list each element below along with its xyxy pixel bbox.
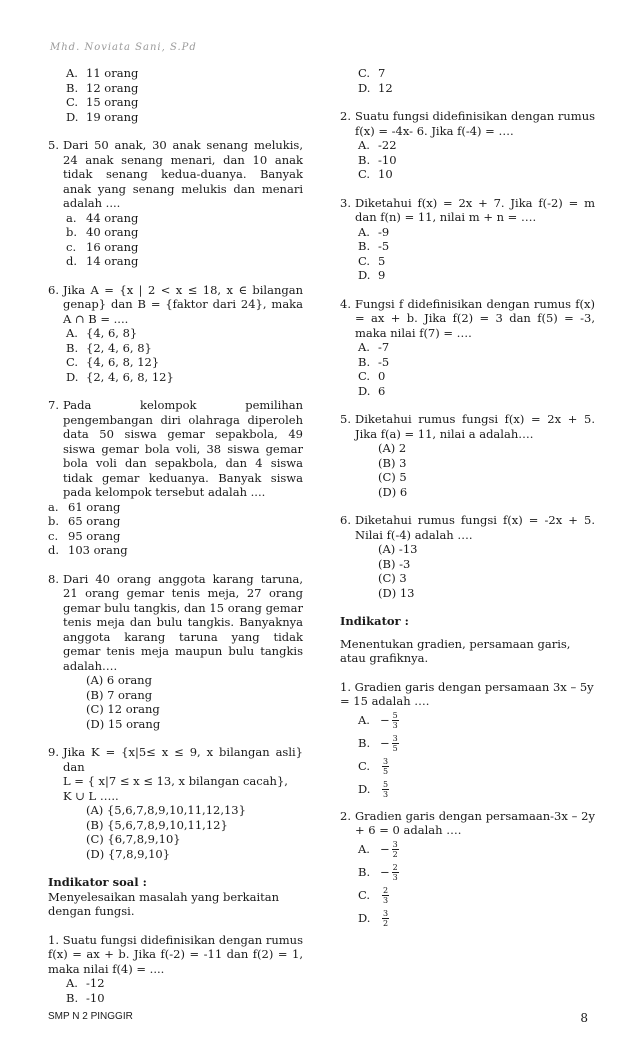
- option-text: 10: [378, 167, 393, 181]
- answer-option: (C) {6,7,8,9,10}: [86, 832, 181, 846]
- question-stem: [340, 109, 595, 138]
- option-letter: C.: [358, 167, 371, 181]
- question-text: Diketahui f(x) = 2x + 7. Jika f(-2) = m dan f(n) = 11, nilai m + n = ….: [355, 195, 595, 224]
- option-text: 40 orang: [86, 225, 139, 239]
- question-text: L = { x|7 ≤ x ≤ 13, x bilangan cacah},: [63, 774, 288, 788]
- question-stem: [340, 809, 595, 838]
- option-text: 95 orang: [68, 528, 121, 543]
- option-text: -10: [378, 152, 397, 167]
- option-text: 0: [378, 369, 386, 383]
- numerator: 2: [392, 862, 398, 872]
- question-7: [48, 398, 303, 558]
- option-letter: B.: [358, 864, 371, 879]
- fraction: [382, 780, 389, 799]
- question-number: 2.: [340, 109, 351, 123]
- answer-option: [340, 138, 595, 153]
- answer-option: [340, 709, 595, 732]
- answer-option: [340, 355, 595, 370]
- numerator: 3: [392, 733, 398, 743]
- question-8: [48, 572, 303, 732]
- answer-option: (D) 13: [378, 585, 415, 600]
- answer-option: [340, 838, 595, 861]
- option-text: {2, 4, 6, 8, 12}: [86, 369, 174, 384]
- option-letter: A.: [358, 138, 370, 152]
- question-text: Diketahui rumus fungsi f(x) = -2x + 5. Nilai f(-4) adalah ….: [355, 513, 595, 542]
- answer-option: [340, 340, 595, 355]
- question-stem: [340, 412, 595, 441]
- page-number: 8: [580, 1011, 588, 1025]
- option-letter: D.: [358, 80, 371, 95]
- answer-option: [48, 991, 303, 1006]
- answer-option: [48, 543, 303, 558]
- minus-sign: −: [380, 735, 390, 750]
- question-stem: [340, 196, 595, 225]
- function-question-5: [340, 412, 595, 499]
- option-text: 103 orang: [68, 543, 128, 557]
- option-letter: A.: [66, 66, 78, 80]
- answer-option: (B) {5,6,7,8,9,10,11,12}: [86, 817, 228, 832]
- option-letter: b.: [66, 225, 78, 239]
- page-footer: [48, 1011, 588, 1025]
- question-line: [48, 774, 303, 789]
- question-number: 4.: [340, 296, 351, 311]
- question-text: K ∪ L …..: [63, 788, 119, 803]
- question-9: [48, 745, 303, 861]
- numerator: 3: [392, 839, 398, 849]
- option-letter: B.: [66, 340, 79, 355]
- question-number: 9.: [48, 745, 59, 759]
- function-question-1: [48, 933, 303, 1006]
- question-number: 2.: [340, 808, 351, 823]
- option-letter: D.: [66, 109, 79, 124]
- answer-option: [340, 268, 595, 283]
- fraction: [382, 886, 389, 905]
- option-letter: C.: [358, 369, 371, 383]
- option-text: -10: [86, 990, 105, 1005]
- indicator-text-right: Menentukan gradien, persamaan garis, atau grafiknya.: [340, 636, 571, 665]
- minus-sign: −: [380, 841, 390, 856]
- function-question-6: [340, 513, 595, 600]
- option-text: 7: [378, 66, 386, 80]
- option-text: 14 orang: [86, 254, 139, 268]
- question-text: Pada kelompok pemilihan pengembangan diri olahraga diperoleh data 50 siswa gemar sepakbola, 49 siswa gemar bola voli, 38 siswa gemar bola voli dan sepakbola, dan 4 siswa tidak gemar keduanya. Banyak siswa pada kelompok tersebut adalah ....: [63, 398, 303, 499]
- fraction: [392, 840, 399, 859]
- question-stem: [340, 297, 595, 341]
- option-letter: D.: [66, 369, 79, 384]
- option-letter: C.: [358, 66, 371, 80]
- indicator-title-right: Indikator :: [340, 614, 409, 628]
- numerator: 5: [392, 710, 398, 720]
- option-letter: A.: [358, 712, 370, 727]
- answer-option: [340, 225, 595, 240]
- option-letter: D.: [358, 781, 371, 796]
- denominator: 3: [392, 720, 398, 730]
- option-letter: d.: [66, 254, 78, 268]
- option-letter: C.: [358, 758, 371, 773]
- option-letter: A.: [358, 841, 370, 856]
- answer-option: [340, 384, 595, 399]
- answer-option: [48, 95, 303, 110]
- option-text: -12: [86, 976, 105, 990]
- answer-option: [48, 81, 303, 96]
- answer-option: [48, 110, 303, 125]
- answer-option: [340, 369, 595, 384]
- answer-option: [48, 341, 303, 356]
- function-question-4: [340, 297, 595, 399]
- answer-option: [48, 370, 303, 385]
- function-question-3: [340, 196, 595, 283]
- option-letter: B.: [358, 239, 371, 253]
- question-text: Dari 50 anak, 30 anak senang melukis, 24 anak senang menari, dan 10 anak tidak senang kedua-duanya. Banyak anak yang senang melukis dan menari adalah ....: [63, 138, 303, 210]
- question-stem: [48, 283, 303, 327]
- answer-option: (C) 12 orang: [86, 702, 160, 716]
- denominator: 5: [392, 743, 398, 753]
- option-letter: B.: [66, 80, 79, 95]
- answer-option: (D) 6: [378, 484, 408, 499]
- answer-option: (B) 7 orang: [86, 687, 153, 702]
- fraction: [392, 734, 399, 753]
- answer-option: [48, 529, 303, 544]
- question-number: [48, 774, 63, 789]
- option-text: 12: [378, 80, 393, 95]
- option-letter: a.: [66, 210, 77, 225]
- answer-option: (A) {5,6,7,8,9,10,11,12,13}: [86, 803, 246, 817]
- answer-option: (B) -3: [378, 556, 411, 571]
- answer-option: (C) 3: [378, 571, 407, 585]
- indicator-title: Indikator soal :: [48, 875, 147, 889]
- option-text: 16 orang: [86, 239, 139, 254]
- answer-option: [340, 167, 595, 182]
- fraction: [392, 711, 399, 730]
- option-text: 19 orang: [86, 109, 139, 124]
- option-letter: c.: [48, 528, 59, 543]
- answer-option: [340, 239, 595, 254]
- answer-option: [48, 225, 303, 240]
- function-q1-options: [340, 66, 595, 95]
- minus-sign: −: [380, 712, 390, 727]
- question-text: Diketahui rumus fungsi f(x) = 2x + 5. Jika f(a) = 11, nilai a adalah….: [355, 412, 595, 441]
- option-text: 5: [378, 253, 386, 268]
- question-stem: [48, 398, 303, 500]
- answer-option: [48, 211, 303, 226]
- answer-option: [340, 254, 595, 269]
- question-number: [48, 789, 63, 804]
- answer-option: [340, 778, 595, 801]
- answer-option: [340, 66, 595, 81]
- option-text: 15 orang: [86, 95, 139, 109]
- denominator: 5: [382, 766, 389, 776]
- answer-option: (A) 2: [378, 441, 407, 455]
- answer-option: [340, 884, 595, 907]
- option-text: 11 orang: [86, 66, 139, 80]
- answer-option: [340, 81, 595, 96]
- option-letter: C.: [358, 887, 371, 902]
- option-text: 6: [378, 383, 386, 398]
- fraction: [382, 757, 389, 776]
- denominator: 3: [392, 872, 398, 882]
- option-letter: d.: [48, 543, 60, 557]
- option-letter: A.: [358, 340, 370, 354]
- question-text: Gradien garis dengan persamaan-3x – 2y + 6 = 0 adalah ….: [355, 808, 595, 837]
- option-letter: C.: [66, 355, 79, 369]
- answer-option: [48, 254, 303, 269]
- indicator-text: Menyelesaikan masalah yang berkaitan dengan fungsi.: [48, 889, 280, 918]
- gradient-question-2: [340, 809, 595, 930]
- question-text: Suatu fungsi didefinisikan dengan rumus f(x) = -4x- 6. Jika f(-4) = ….: [355, 109, 595, 138]
- numerator: 3: [382, 908, 389, 918]
- question-text: 1. Suatu fungsi didefinisikan dengan rumus f(x) = ax + b. Jika f(-2) = -11 dan f(2) = 1, maka nilai f(4) = ....: [48, 932, 303, 976]
- answer-option: (D) {7,8,9,10}: [86, 846, 171, 861]
- answer-option: [48, 66, 303, 81]
- answer-option: [48, 514, 303, 529]
- question-stem: [48, 572, 303, 674]
- option-letter: c.: [66, 239, 77, 254]
- option-letter: D.: [358, 910, 371, 925]
- answer-option: [48, 976, 303, 991]
- question-stem: [48, 138, 303, 211]
- question-line: [48, 789, 303, 804]
- question-number: 6.: [48, 282, 59, 297]
- option-text: {4, 6, 8}: [86, 326, 138, 340]
- question-text: 1. Gradien garis dengan persamaan 3x – 5y = 15 adalah ….: [340, 679, 594, 708]
- left-column: [48, 66, 303, 1005]
- page-header: Mhd. Noviata Sani, S.Pd: [50, 42, 197, 53]
- option-letter: A.: [358, 224, 370, 239]
- question-number: 3.: [340, 195, 351, 210]
- question-text: Dari 40 orang anggota karang taruna, 21 orang gemar tenis meja, 27 orang gemar bulu tangkis, dan 15 orang gemar tenis meja dan bulu tangkis. Banyaknya anggota karang taruna yang tidak gemar tenis meja maupun bulu tangkis adalah….: [63, 571, 303, 673]
- numerator: 3: [382, 756, 389, 766]
- denominator: 3: [382, 789, 389, 799]
- option-letter: D.: [358, 268, 371, 282]
- denominator: 2: [392, 849, 398, 859]
- answer-option: [340, 861, 595, 884]
- option-letter: a.: [48, 499, 59, 514]
- option-text: 12 orang: [86, 80, 139, 95]
- question-6: [48, 283, 303, 385]
- option-letter: B.: [358, 735, 371, 750]
- option-text: 44 orang: [86, 210, 139, 225]
- question-5: [48, 138, 303, 269]
- answer-option: [48, 326, 303, 341]
- option-letter: C.: [66, 95, 79, 109]
- question-number: 7.: [48, 398, 59, 412]
- question-number: 5.: [48, 138, 59, 152]
- answer-option: (C) 5: [378, 470, 407, 484]
- school-name: SMP N 2 PINGGIR: [48, 1011, 133, 1022]
- option-letter: b.: [48, 514, 60, 528]
- answer-option: [340, 732, 595, 755]
- answer-option: (A) -13: [378, 542, 418, 556]
- option-text: 61 orang: [68, 499, 121, 514]
- question-stem: [340, 513, 595, 542]
- option-letter: B.: [358, 152, 371, 167]
- fraction: [382, 909, 389, 928]
- option-text: 65 orang: [68, 514, 121, 528]
- option-letter: A.: [66, 976, 78, 990]
- fraction: [392, 863, 399, 882]
- option-letter: B.: [66, 990, 79, 1005]
- answer-option: [340, 755, 595, 778]
- answer-option: [48, 355, 303, 370]
- question-number: 6.: [340, 513, 351, 527]
- gradient-question-1: [340, 680, 595, 801]
- question-number: 5.: [340, 412, 351, 426]
- minus-sign: −: [380, 864, 390, 879]
- option-text: {4, 6, 8, 12}: [86, 355, 160, 369]
- denominator: 2: [382, 918, 389, 928]
- option-text: -22: [378, 138, 397, 152]
- option-letter: A.: [66, 326, 78, 340]
- answer-option: [340, 907, 595, 930]
- question-text: Jika K = {x|5≤ x ≤ 9, x bilangan asli} dan: [63, 745, 303, 774]
- option-text: -5: [378, 239, 390, 253]
- option-text: 9: [378, 268, 386, 282]
- question-text: Fungsi f didefinisikan dengan rumus f(x) = ax + b. Jika f(2) = 3 dan f(5) = -3, maka nilai f(7) = ….: [355, 296, 595, 340]
- option-text: {2, 4, 6, 8}: [86, 340, 152, 355]
- right-column: [340, 66, 595, 930]
- question-text: Jika A = {x | 2 < x ≤ 18, x ∈ bilangan genap} dan B = {faktor dari 24}, maka A ∩ B = ....: [63, 282, 303, 326]
- option-letter: C.: [358, 253, 371, 268]
- answer-option: (B) 3: [378, 455, 407, 470]
- answer-option: [340, 153, 595, 168]
- option-text: -9: [378, 224, 390, 239]
- option-letter: B.: [358, 354, 371, 369]
- answer-option: [48, 240, 303, 255]
- answer-option: (A) 6 orang: [86, 673, 152, 687]
- option-letter: D.: [358, 383, 371, 398]
- question-line: [48, 745, 303, 774]
- numerator: 5: [382, 779, 389, 789]
- option-text: -7: [378, 340, 390, 354]
- question-number: 8.: [48, 571, 59, 586]
- denominator: 3: [382, 895, 389, 905]
- answer-option: (D) 15 orang: [86, 716, 161, 731]
- q4-options: [48, 66, 303, 124]
- answer-option: [48, 500, 303, 515]
- option-text: -5: [378, 354, 390, 369]
- numerator: 2: [382, 885, 389, 895]
- function-question-2: [340, 109, 595, 182]
